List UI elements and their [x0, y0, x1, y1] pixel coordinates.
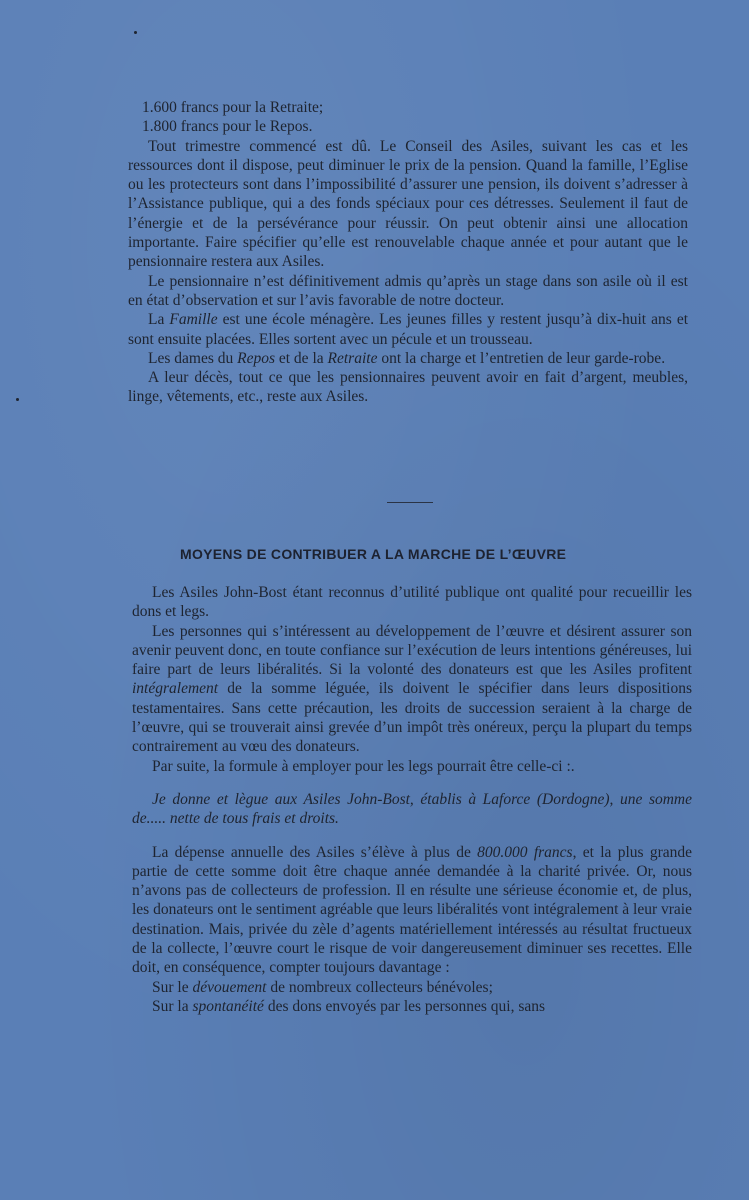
spacer	[132, 829, 692, 843]
spacer	[132, 776, 692, 790]
section-heading: MOYENS DE CONTRIBUER A LA MARCHE DE L’ŒUVRE	[180, 546, 567, 562]
paragraph-famille: La Famille est une école ménagère. Les jeunes filles y restent jusqu’à dix-huit ans et sont ensuite placées. Elles sortent avec un pécule et un trousseau.	[128, 311, 688, 348]
upper-text-block	[128, 98, 688, 407]
paragraph-devouement: Sur le dévouement de nombreux collecteurs bénévoles;	[152, 978, 493, 996]
price-line-retraite: 1.600 francs pour la Retraite;	[142, 99, 324, 116]
paragraph-reconnus: Les Asiles John-Bost étant reconnus d’utilité publique ont qualité pour recueillir les dons et legs.	[132, 584, 692, 621]
paragraph-spontaneite: Sur la spontanéité des dons envoyés par les personnes qui, sans	[152, 997, 546, 1015]
price-line-repos: 1.800 francs pour le Repos.	[142, 118, 313, 136]
section-divider	[387, 502, 433, 503]
paragraph-formule: Par suite, la formule à employer pour les legs pourrait être celle-ci :.	[152, 757, 575, 775]
lower-text-block	[132, 583, 692, 1016]
pension-price-lines	[128, 98, 688, 137]
speck-mark	[16, 398, 19, 401]
paragraph-trimestre: Tout trimestre commencé est dû. Le Conseil des Asiles, suivant les cas et les ressources dont il dispose, peut diminuer le prix de la pension. Quand la famille, l’Eglise ou les protecteurs sont dans l’impossibilité d’assurer une pension, ils doivent s’adresser à l’Assistance publique, qui a des fonds spéciaux pour ces détresses. Seulement il faut de l’énergie et de la persévérance pour réussir. On peut obtenir ainsi une allocation importante. Faire spécifier qu’elle est renouvelable chaque année et pour autant que le pensionnaire restera aux Asiles.	[128, 137, 688, 271]
legacy-formula: Je donne et lègue aux Asiles John-Bost, établis à Laforce (Dordogne), une somme de..... nette de tous frais et droits.	[132, 790, 692, 828]
paragraph-dames: Les dames du Repos et de la Retraite ont la charge et l’entretien de leur garde-robe.	[148, 349, 666, 367]
paragraph-personnes: Les personnes qui s’intéressent au développement de l’œuvre et désirent assurer son avenir peuvent donc, en toute confiance sur l’exécution de leurs intentions généreuses, lui faire part de leurs libéralités. Si la volonté des donateurs est que les Asiles profitent intégralement de la somme léguée, ils doivent le spécifier dans leurs dispositions testamentaires. Sans cette précaution, les droits de succession seraient à la charge de l’œuvre, qui se trouverait ainsi grevée d’un impôt très onéreux, perçu la plupart du temps contrairement au vœu des donateurs.	[132, 622, 692, 756]
paragraph-deces: A leur décès, tout ce que les pensionnaires peuvent avoir en fait d’argent, meubles, linge, vêtements, etc., reste aux Asiles.	[128, 369, 688, 406]
speck-mark	[134, 31, 137, 34]
paragraph-pensionnaire: Le pensionnaire n’est définitivement admis qu’après un stage dans son asile où il est en état d’observation et sur l’avis favorable de notre docteur.	[128, 272, 688, 309]
paragraph-depense: La dépense annuelle des Asiles s’élève à plus de 800.000 francs, et la plus grande partie de cette somme doit être chaque année demandée à la charité privée. Or, nous n’avons pas de collecteurs de profession. Il en résulte une sérieuse économie et, de plus, les donateurs ont le sentiment agréable que leurs libéralités vont intégralement à leur vraie destination. Mais, privée du zèle d’agents matériellement intéressés au résultat fructueux de la collecte, l’œuvre court le risque de voir dangereusement diminuer ses recettes. Elle doit, en conséquence, compter toujours davantage :	[132, 843, 692, 977]
